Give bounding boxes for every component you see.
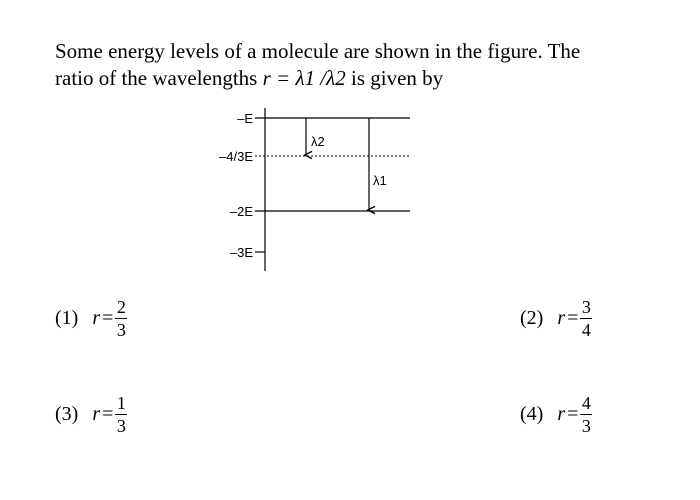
option-2-numerator: 3	[581, 297, 591, 317]
option-4-number: (4)	[520, 403, 544, 425]
option-1[interactable]	[55, 297, 127, 340]
fraction-bar	[115, 414, 127, 415]
level-label-minus-3e: –3E	[229, 245, 253, 260]
option-2-equals: =	[567, 307, 579, 329]
option-4[interactable]	[520, 393, 592, 436]
level-label-minus-e: –E	[237, 111, 253, 126]
option-1-numerator: 2	[116, 297, 126, 317]
question-line-2-prefix: ratio of the wavelengths	[55, 66, 263, 90]
option-1-number: (1)	[55, 307, 79, 329]
option-3[interactable]	[55, 393, 127, 436]
option-3-variable: r	[92, 403, 101, 425]
option-2-number: (2)	[520, 307, 544, 329]
option-1-equals: =	[102, 307, 114, 329]
option-3-fraction	[115, 393, 127, 436]
fraction-bar	[115, 318, 127, 319]
option-4-numerator: 4	[581, 393, 591, 413]
question-line-1: Some energy levels of a molecule are shown in the figure. The	[55, 39, 581, 63]
option-2[interactable]	[520, 297, 592, 340]
option-3-denominator: 3	[116, 416, 126, 436]
transition-label-lambda-2: λ2	[311, 134, 325, 149]
level-label-minus-4-3e: –4/3E	[219, 149, 253, 164]
option-2-denominator: 4	[581, 320, 591, 340]
option-4-denominator: 3	[581, 416, 591, 436]
fraction-bar	[580, 414, 592, 415]
fraction-bar	[580, 318, 592, 319]
ratio-expression: r = λ1 /λ2	[262, 66, 346, 90]
option-1-variable: r	[92, 307, 101, 329]
option-4-fraction	[580, 393, 592, 436]
transition-label-lambda-1: λ1	[373, 173, 387, 188]
option-3-equals: =	[102, 403, 114, 425]
option-3-numerator: 1	[116, 393, 126, 413]
option-4-variable: r	[557, 403, 566, 425]
option-1-denominator: 3	[116, 320, 126, 340]
option-3-number: (3)	[55, 403, 79, 425]
question-line-2-suffix: is given by	[345, 66, 444, 90]
option-2-fraction	[580, 297, 592, 340]
option-1-fraction	[115, 297, 127, 340]
option-2-variable: r	[557, 307, 566, 329]
option-4-equals: =	[567, 403, 579, 425]
level-label-minus-2e: –2E	[229, 204, 253, 219]
